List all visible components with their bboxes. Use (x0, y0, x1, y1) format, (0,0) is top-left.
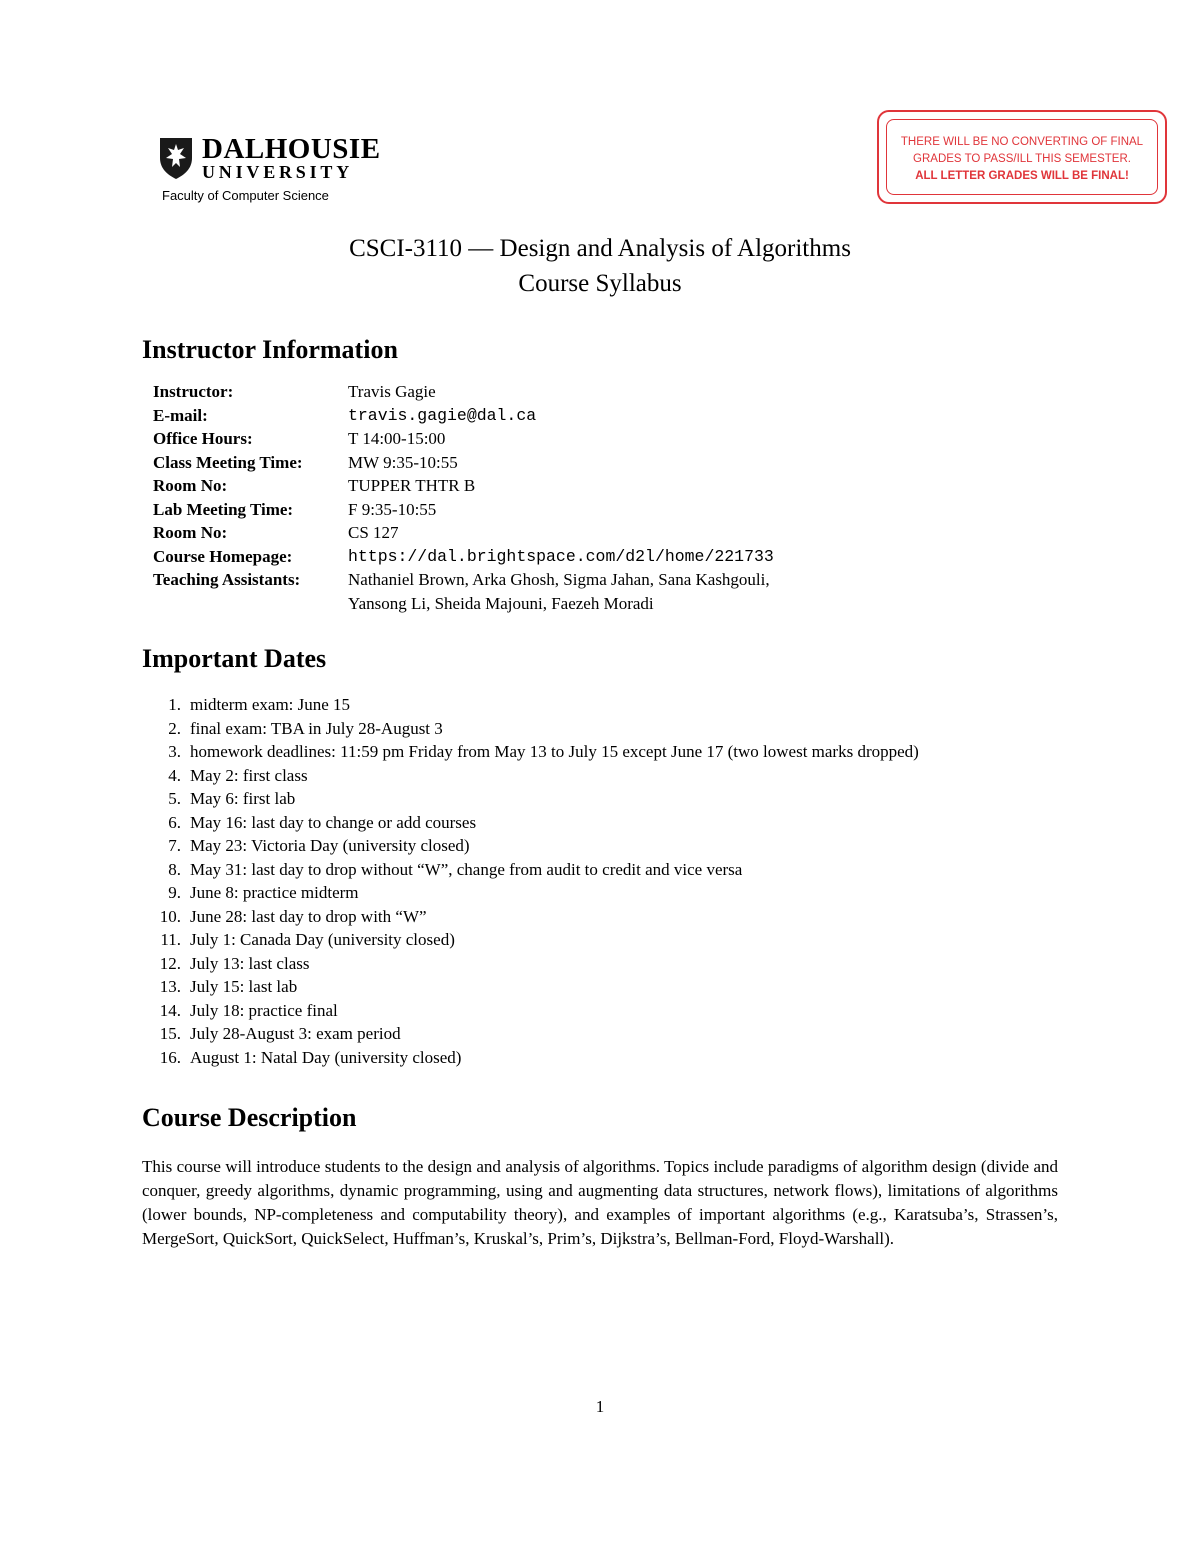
date-item (153, 693, 919, 717)
info-row (153, 451, 908, 475)
date-item-text: July 28-August 3: exam period (190, 1024, 401, 1043)
info-row (153, 380, 908, 404)
date-item-number: 12. (159, 953, 181, 973)
important-dates-list (153, 693, 919, 1069)
info-value: Nathaniel Brown, Arka Ghosh, Sigma Jahan, Sana Kashgouli, (348, 570, 770, 589)
date-item-number: 13. (159, 977, 181, 996)
info-value: TUPPER THTR B (348, 476, 476, 495)
date-item-text: final exam: TBA in July 28-August 3 (190, 718, 443, 738)
date-item-number: 9. (168, 883, 181, 902)
grading-notice-stamp (877, 110, 1167, 204)
date-item-text: June 28: last day to drop with “W” (190, 906, 427, 926)
date-item-text: May 23: Victoria Day (university closed) (190, 836, 470, 855)
info-row (153, 568, 908, 592)
info-label: Office Hours: (153, 429, 253, 448)
date-item (153, 881, 919, 905)
info-label: Lab Meeting Time: (153, 499, 294, 519)
info-value: Travis Gagie (348, 382, 436, 401)
logo-name: DALHOUSIE (202, 133, 381, 165)
notice-line-3: ALL LETTER GRADES WILL BE FINAL! (915, 170, 1129, 182)
logo-university: UNIVERSITY (202, 162, 354, 182)
date-item-number: 11. (160, 930, 181, 949)
course-subtitle: Course Syllabus (518, 270, 682, 297)
info-row (153, 404, 908, 428)
date-item-text: May 16: last day to change or add courses (190, 812, 477, 832)
info-row (153, 427, 908, 451)
description-heading: Course Description (142, 1103, 357, 1132)
info-label: Room No: (153, 523, 228, 542)
date-item (153, 1046, 919, 1070)
info-row (153, 592, 908, 616)
date-item (153, 999, 919, 1023)
date-item (153, 1022, 919, 1046)
info-row (153, 521, 908, 545)
info-value: T 14:00-15:00 (348, 429, 446, 448)
date-item-number: 5. (168, 789, 181, 808)
description-text: This course will introduce students to the design and analysis of algorithms. Topics include paradigms of algorithm design (divide and conquer, greedy algorithms, dynamic programming, using and augmenting data structures, network flows), limitations of algorithms (lower bounds, NP-completeness and computability theory), and examples of important algorithms (e.g., Karatsuba’s, Strassen’s, MergeSort, QuickSort, QuickSelect, Huffman’s, Kruskal’s, Prim’s, Dijkstra’s, Bellman-Ford, Floyd-Warshall). (142, 1157, 1058, 1248)
info-value[interactable]: https://dal.brightspace.com/d2l/home/221733 (348, 546, 774, 566)
date-item (153, 764, 919, 788)
info-label: Room No: (153, 476, 228, 495)
date-item-text: midterm exam: June 15 (190, 695, 351, 714)
course-title: CSCI-3110 — Design and Analysis of Algorithms (349, 235, 851, 262)
notice-line-2: GRADES TO PASS/ILL THIS SEMESTER. (913, 153, 1131, 165)
date-item-number: 6. (168, 812, 181, 832)
info-label: Class Meeting Time: (153, 452, 303, 472)
info-row (153, 474, 908, 498)
date-item-text: May 2: first class (190, 765, 308, 785)
date-item (153, 905, 919, 929)
crest-icon (158, 136, 194, 180)
info-label: Course Homepage: (153, 546, 293, 566)
info-value: Yansong Li, Sheida Majouni, Faezeh Moradi (348, 593, 654, 613)
date-item-number: 14. (159, 1000, 181, 1020)
info-label (153, 592, 348, 616)
date-item (153, 717, 919, 741)
date-item-number: 15. (159, 1024, 181, 1043)
date-item (153, 975, 919, 999)
date-item-number: 16. (159, 1047, 181, 1067)
date-item (153, 811, 919, 835)
info-value: F 9:35-10:55 (348, 499, 437, 519)
date-item-number: 4. (168, 765, 181, 785)
date-item-number: 2. (168, 718, 181, 738)
info-label: Instructor: (153, 382, 234, 401)
date-item-text: May 31: last day to drop without “W”, change from audit to credit and vice versa (190, 859, 743, 879)
date-item-number: 1. (168, 695, 181, 714)
info-value[interactable]: travis.gagie@dal.ca (348, 405, 537, 425)
date-item-text: August 1: Natal Day (university closed) (190, 1047, 462, 1067)
date-item-text: June 8: practice midterm (190, 883, 359, 902)
date-item-text: July 18: practice final (190, 1000, 338, 1020)
date-item-text: May 6: first lab (190, 789, 296, 808)
info-row (153, 545, 908, 569)
date-item-number: 10. (159, 906, 181, 926)
instructor-heading: Instructor Information (142, 335, 398, 364)
date-item (153, 952, 919, 976)
date-item-number: 8. (168, 859, 181, 879)
page-number: 1 (595, 1397, 605, 1416)
info-row (153, 498, 908, 522)
date-item-text: July 15: last lab (190, 977, 298, 996)
info-label: E-mail: (153, 405, 208, 425)
dates-heading: Important Dates (142, 644, 327, 673)
info-label: Teaching Assistants: (153, 570, 301, 589)
date-item (153, 928, 919, 952)
university-logo (158, 132, 381, 208)
date-item-text: July 1: Canada Day (university closed) (190, 930, 455, 949)
date-item (153, 740, 919, 764)
info-value: MW 9:35-10:55 (348, 452, 458, 472)
date-item-number: 7. (168, 836, 181, 855)
date-item-number: 3. (168, 742, 181, 761)
info-value: CS 127 (348, 523, 399, 542)
logo-faculty: Faculty of Computer Science (162, 188, 329, 203)
instructor-info-table (153, 380, 908, 615)
date-item (153, 834, 919, 858)
notice-line-1: THERE WILL BE NO CONVERTING OF FINAL (900, 136, 1144, 148)
date-item (153, 787, 919, 811)
date-item-text: July 13: last class (190, 953, 310, 973)
date-item-text: homework deadlines: 11:59 pm Friday from May 13 to July 15 except June 17 (two lowest marks dropped) (190, 742, 919, 761)
date-item (153, 858, 919, 882)
grading-notice-inner (886, 119, 1158, 195)
